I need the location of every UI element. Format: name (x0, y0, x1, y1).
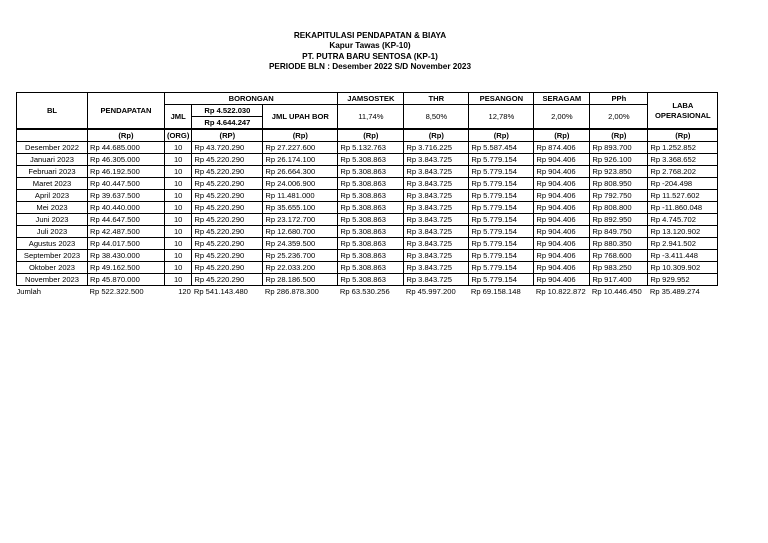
cell-pesangon: Rp 5.587.454 (469, 142, 534, 154)
report-product: Kapur Tawas (KP-10) (329, 41, 411, 51)
total-thr: Rp 45.997.200 (405, 286, 456, 296)
cell-upah: Rp 28.186.500 (263, 274, 338, 286)
cell-laba: Rp -204.498 (648, 178, 718, 190)
col-rate-1: Rp 4.522.030 (192, 105, 263, 117)
cell-pph: Rp 808.800 (590, 202, 648, 214)
cell-jml: 10 (165, 250, 192, 262)
total-jamsostek: Rp 63.530.256 (339, 286, 390, 296)
cell-jml: 10 (165, 142, 192, 154)
table-row (17, 262, 718, 274)
cell-bl: Desember 2022 (17, 142, 88, 154)
cell-pendapatan: Rp 44.017.500 (88, 238, 165, 250)
cell-bl: Juni 2023 (17, 214, 88, 226)
cell-upah: Rp 26.664.300 (263, 166, 338, 178)
cell-pph: Rp 893.700 (590, 142, 648, 154)
table-row (17, 178, 718, 190)
cell-rp: Rp 45.220.290 (192, 238, 263, 250)
cell-pendapatan: Rp 40.447.500 (88, 178, 165, 190)
cell-jml: 10 (165, 202, 192, 214)
cell-laba: Rp 3.368.652 (648, 154, 718, 166)
unit-thr: (Rp) (404, 129, 469, 142)
cell-thr: Rp 3.843.725 (404, 154, 469, 166)
cell-upah: Rp 12.680.700 (263, 226, 338, 238)
cell-jml: 10 (165, 238, 192, 250)
cell-jml: 10 (165, 166, 192, 178)
cell-pesangon: Rp 5.779.154 (469, 202, 534, 214)
cell-pph: Rp 849.750 (590, 226, 648, 238)
table-row (17, 238, 718, 250)
cell-pendapatan: Rp 44.685.000 (88, 142, 165, 154)
col-pendapatan: PENDAPATAN (88, 93, 165, 130)
cell-thr: Rp 3.843.725 (404, 274, 469, 286)
cell-seragam: Rp 904.406 (534, 202, 590, 214)
cell-thr: Rp 3.843.725 (404, 202, 469, 214)
cell-jamsostek: Rp 5.308.863 (338, 154, 404, 166)
cell-pesangon: Rp 5.779.154 (469, 190, 534, 202)
cell-jml: 10 (165, 274, 192, 286)
cell-rp: Rp 45.220.290 (192, 154, 263, 166)
report-company: PT. PUTRA BARU SENTOSA (KP-1) (302, 51, 438, 61)
cell-upah: Rp 35.655.100 (263, 202, 338, 214)
cell-jml: 10 (165, 214, 192, 226)
total-laba: Rp 35.489.274 (649, 286, 700, 296)
cell-seragam: Rp 904.406 (534, 238, 590, 250)
cell-thr: Rp 3.843.725 (404, 178, 469, 190)
table-row (17, 250, 718, 262)
cell-upah: Rp 22.033.200 (263, 262, 338, 274)
cell-pph: Rp 880.350 (590, 238, 648, 250)
cell-pendapatan: Rp 40.440.000 (88, 202, 165, 214)
cell-seragam: Rp 904.406 (534, 274, 590, 286)
unit-laba: (Rp) (648, 129, 718, 142)
cell-jamsostek: Rp 5.308.863 (338, 178, 404, 190)
pct-pph: 2,00% (590, 105, 648, 130)
cell-jamsostek: Rp 5.308.863 (338, 274, 404, 286)
cell-seragam: Rp 904.406 (534, 190, 590, 202)
cell-upah: Rp 23.172.700 (263, 214, 338, 226)
cell-rp: Rp 45.220.290 (192, 274, 263, 286)
cell-laba: Rp 4.745.702 (648, 214, 718, 226)
cell-pph: Rp 892.950 (590, 214, 648, 226)
cell-pendapatan: Rp 49.162.500 (88, 262, 165, 274)
cell-jamsostek: Rp 5.308.863 (338, 238, 404, 250)
cell-jml: 10 (165, 178, 192, 190)
cell-pesangon: Rp 5.779.154 (469, 238, 534, 250)
cell-bl: Mei 2023 (17, 202, 88, 214)
cell-bl: April 2023 (17, 190, 88, 202)
cell-laba: Rp 11.527.602 (648, 190, 718, 202)
cell-jml: 10 (165, 226, 192, 238)
cell-pph: Rp 792.750 (590, 190, 648, 202)
cell-rp: Rp 45.220.290 (192, 178, 263, 190)
cell-laba: Rp -3.411.448 (648, 250, 718, 262)
table-row (17, 190, 718, 202)
cell-jamsostek: Rp 5.308.863 (338, 214, 404, 226)
cell-thr: Rp 3.843.725 (404, 250, 469, 262)
cell-rp: Rp 45.220.290 (192, 226, 263, 238)
unit-upah: (Rp) (263, 129, 338, 142)
unit-rp: (RP) (192, 129, 263, 142)
cell-thr: Rp 3.843.725 (404, 226, 469, 238)
cell-upah: Rp 24.006.900 (263, 178, 338, 190)
col-upah: JML UPAH BOR (263, 105, 338, 130)
cell-jamsostek: Rp 5.308.863 (338, 226, 404, 238)
total-upah: Rp 286.878.300 (264, 286, 319, 296)
table-row (17, 142, 718, 154)
cell-pendapatan: Rp 46.192.500 (88, 166, 165, 178)
cell-thr: Rp 3.843.725 (404, 238, 469, 250)
cell-thr: Rp 3.843.725 (404, 190, 469, 202)
pct-thr: 8,50% (404, 105, 469, 130)
cell-jml: 10 (165, 190, 192, 202)
cell-pph: Rp 917.400 (590, 274, 648, 286)
cell-pendapatan: Rp 42.487.500 (88, 226, 165, 238)
cell-pendapatan: Rp 44.647.500 (88, 214, 165, 226)
col-thr: THR (404, 93, 469, 105)
unit-jml: (ORG) (165, 129, 192, 142)
cell-seragam: Rp 874.406 (534, 142, 590, 154)
total-pesangon: Rp 69.158.148 (470, 286, 521, 296)
pct-pesangon: 12,78% (469, 105, 534, 130)
col-pesangon: PESANGON (469, 93, 534, 105)
table-body (17, 142, 718, 286)
cell-thr: Rp 3.716.225 (404, 142, 469, 154)
cell-pendapatan: Rp 46.305.000 (88, 154, 165, 166)
cell-pendapatan: Rp 45.870.000 (88, 274, 165, 286)
cell-upah: Rp 26.174.100 (263, 154, 338, 166)
cell-upah: Rp 27.227.600 (263, 142, 338, 154)
cell-thr: Rp 3.843.725 (404, 166, 469, 178)
cell-rp: Rp 45.220.290 (192, 262, 263, 274)
col-seragam: SERAGAM (534, 93, 590, 105)
cell-jml: 10 (165, 262, 192, 274)
cell-laba: Rp 1.252.852 (648, 142, 718, 154)
cell-laba: Rp 2.941.502 (648, 238, 718, 250)
col-laba (648, 93, 718, 130)
col-laba-line2: OPERASIONAL (655, 110, 711, 120)
cell-pesangon: Rp 5.779.154 (469, 154, 534, 166)
col-rate-2: Rp 4.644.247 (192, 117, 263, 130)
cell-seragam: Rp 904.406 (534, 214, 590, 226)
total-label: Jumlah (16, 286, 41, 296)
unit-pph: (Rp) (590, 129, 648, 142)
unit-jamsostek: (Rp) (338, 129, 404, 142)
unit-bl-empty (17, 129, 88, 142)
cell-pph: Rp 768.600 (590, 250, 648, 262)
total-pph: Rp 10.446.450 (591, 286, 642, 296)
cell-laba: Rp 10.309.902 (648, 262, 718, 274)
cell-bl: Juli 2023 (17, 226, 88, 238)
cell-thr: Rp 3.843.725 (404, 262, 469, 274)
report-title: REKAPITULASI PENDAPATAN & BIAYA (293, 31, 447, 40)
cell-rp: Rp 45.220.290 (192, 202, 263, 214)
cell-pesangon: Rp 5.779.154 (469, 274, 534, 286)
table-row (17, 166, 718, 178)
unit-pendapatan: (Rp) (88, 129, 165, 142)
col-jamsostek: JAMSOSTEK (338, 93, 404, 105)
col-bl: BL (17, 93, 88, 130)
table-row (17, 154, 718, 166)
total-row (17, 286, 718, 298)
cell-upah: Rp 25.236.700 (263, 250, 338, 262)
cell-pph: Rp 808.950 (590, 178, 648, 190)
cell-upah: Rp 24.359.500 (263, 238, 338, 250)
cell-bl: November 2023 (17, 274, 88, 286)
cell-pendapatan: Rp 38.430.000 (88, 250, 165, 262)
total-seragam: Rp 10.822.872 (535, 286, 586, 296)
cell-pesangon: Rp 5.779.154 (469, 214, 534, 226)
total-jml: 120 (178, 286, 191, 296)
report-period: PERIODE BLN : Desember 2022 S/D November 2023 (268, 62, 472, 72)
cell-bl: Februari 2023 (17, 166, 88, 178)
report-header (0, 31, 740, 73)
total-pendapatan: Rp 522.322.500 (89, 286, 144, 296)
col-laba-line1: LABA (672, 100, 694, 110)
cell-laba: Rp 2.768.202 (648, 166, 718, 178)
cell-pesangon: Rp 5.779.154 (469, 226, 534, 238)
total-rp: Rp 541.143.480 (193, 286, 248, 296)
cell-rp: Rp 45.220.290 (192, 190, 263, 202)
cell-seragam: Rp 904.406 (534, 166, 590, 178)
cell-rp: Rp 45.220.290 (192, 250, 263, 262)
cell-pendapatan: Rp 39.637.500 (88, 190, 165, 202)
pct-jamsostek: 11,74% (338, 105, 404, 130)
cell-jamsostek: Rp 5.308.863 (338, 166, 404, 178)
table-row (17, 214, 718, 226)
cell-bl: Oktober 2023 (17, 262, 88, 274)
cell-bl: September 2023 (17, 250, 88, 262)
col-jml: JML (165, 105, 192, 130)
cell-bl: Januari 2023 (17, 154, 88, 166)
cell-bl: Maret 2023 (17, 178, 88, 190)
cell-pph: Rp 926.100 (590, 154, 648, 166)
cell-pph: Rp 983.250 (590, 262, 648, 274)
table-row (17, 226, 718, 238)
cell-seragam: Rp 904.406 (534, 154, 590, 166)
cell-jamsostek: Rp 5.308.863 (338, 262, 404, 274)
cell-jamsostek: Rp 5.308.863 (338, 190, 404, 202)
cell-jamsostek: Rp 5.308.863 (338, 202, 404, 214)
cell-laba: Rp 13.120.902 (648, 226, 718, 238)
cell-laba: Rp -11.860.048 (648, 202, 718, 214)
table-row (17, 202, 718, 214)
cell-bl: Agustus 2023 (17, 238, 88, 250)
cell-rp: Rp 43.720.290 (192, 142, 263, 154)
cell-pesangon: Rp 5.779.154 (469, 262, 534, 274)
cell-pph: Rp 923.850 (590, 166, 648, 178)
recap-table (16, 92, 718, 297)
cell-jamsostek: Rp 5.308.863 (338, 250, 404, 262)
cell-pesangon: Rp 5.779.154 (469, 250, 534, 262)
cell-rp: Rp 45.220.290 (192, 214, 263, 226)
cell-seragam: Rp 904.406 (534, 226, 590, 238)
cell-thr: Rp 3.843.725 (404, 214, 469, 226)
cell-laba: Rp 929.952 (648, 274, 718, 286)
pct-seragam: 2,00% (534, 105, 590, 130)
table-row (17, 274, 718, 286)
cell-upah: Rp 11.481.000 (263, 190, 338, 202)
cell-jamsostek: Rp 5.132.763 (338, 142, 404, 154)
col-borongan: BORONGAN (165, 93, 338, 105)
cell-pesangon: Rp 5.779.154 (469, 178, 534, 190)
cell-seragam: Rp 904.406 (534, 262, 590, 274)
col-pph: PPh (590, 93, 648, 105)
cell-pesangon: Rp 5.779.154 (469, 166, 534, 178)
unit-pesangon: (Rp) (469, 129, 534, 142)
cell-jml: 10 (165, 154, 192, 166)
cell-rp: Rp 45.220.290 (192, 166, 263, 178)
cell-seragam: Rp 904.406 (534, 178, 590, 190)
unit-seragam: (Rp) (534, 129, 590, 142)
cell-seragam: Rp 904.406 (534, 250, 590, 262)
